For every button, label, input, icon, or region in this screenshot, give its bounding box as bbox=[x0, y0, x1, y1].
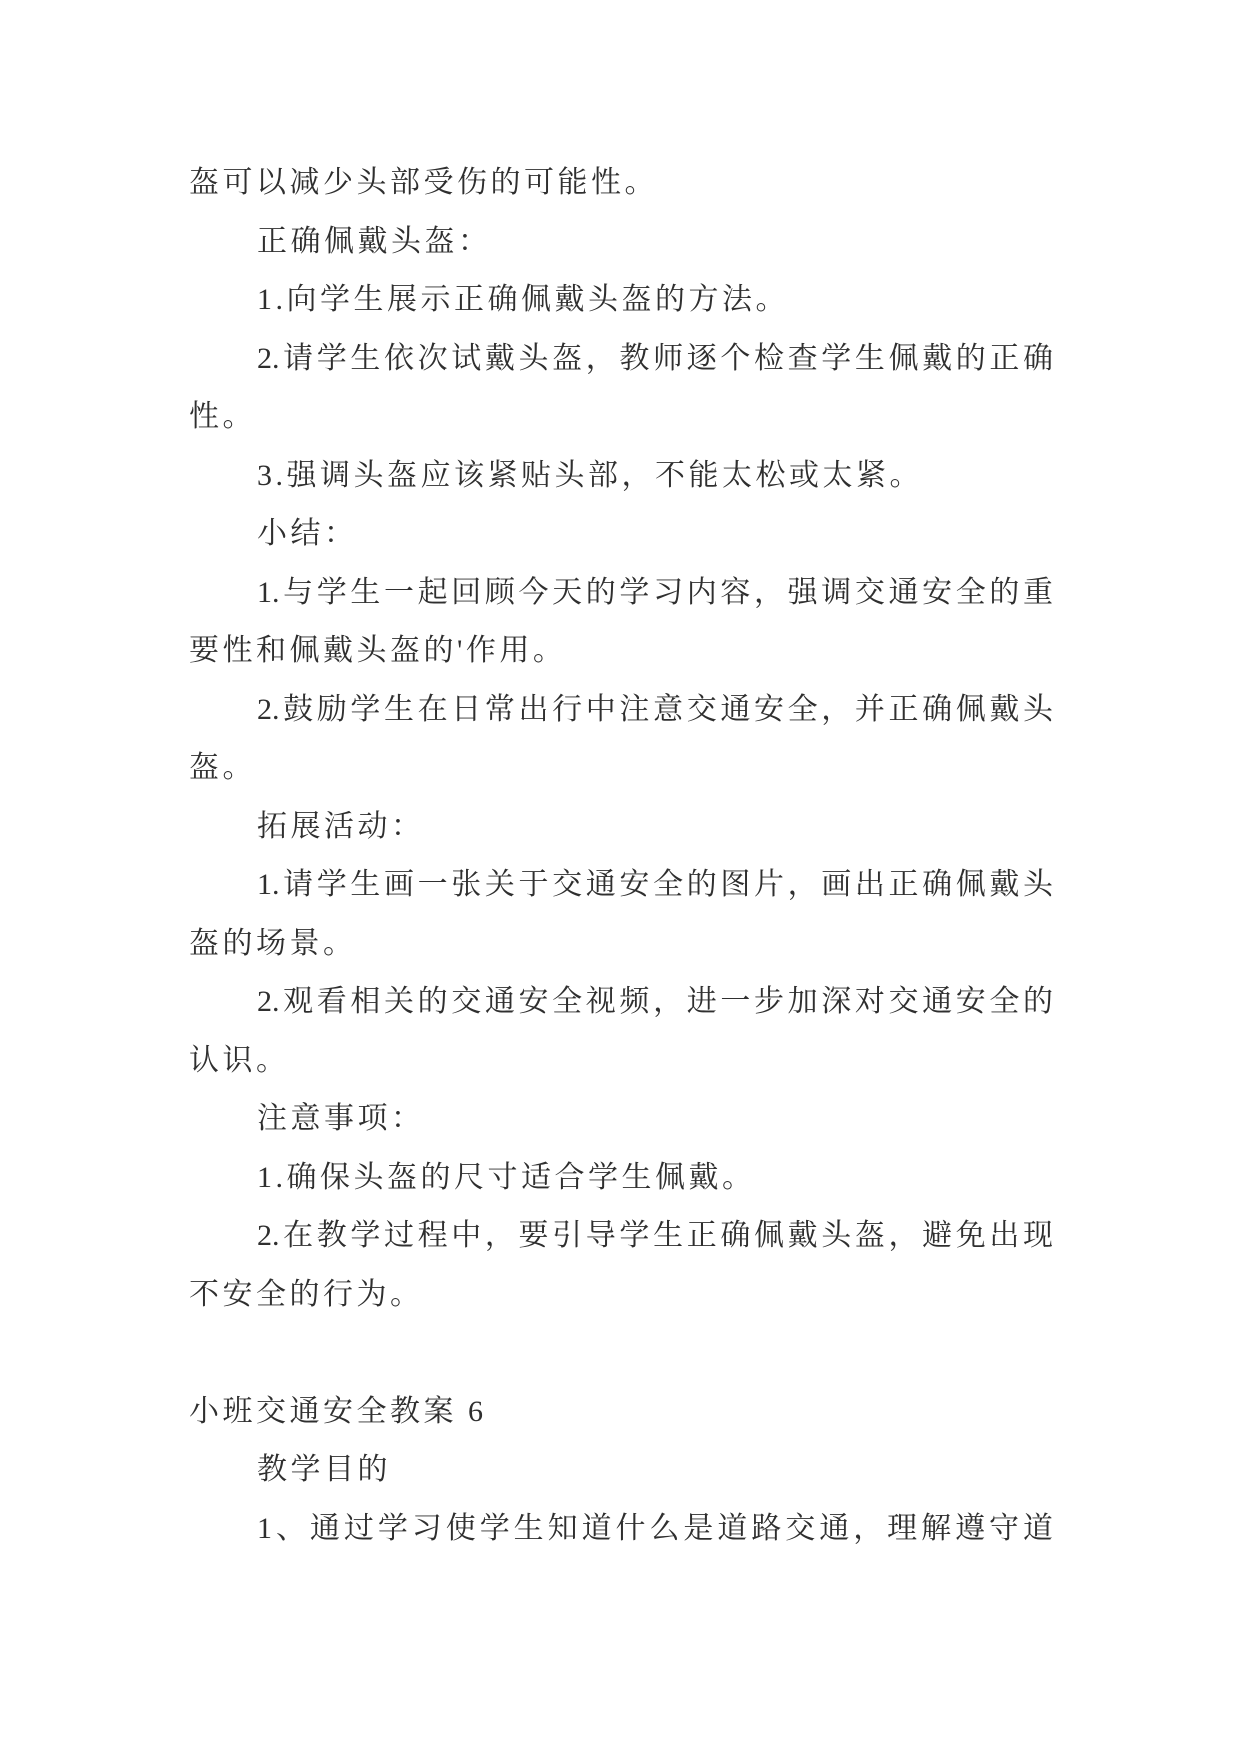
text-line: 2.鼓励学生在日常出行中注意交通安全，并正确佩戴头 bbox=[257, 692, 1053, 726]
text-line: 3.强调头盔应该紧贴头部，不能太松或太紧。 bbox=[257, 458, 923, 492]
text-line: 盔的场景。 bbox=[189, 926, 357, 960]
text-line: 1.确保头盔的尺寸适合学生佩戴。 bbox=[257, 1160, 756, 1194]
text-line: 1.请学生画一张关于交通安全的图片，画出正确佩戴头 bbox=[257, 868, 1053, 901]
blank-line bbox=[189, 1324, 1053, 1383]
text-line: 盔。 bbox=[189, 751, 256, 784]
text-line: 拓展活动： bbox=[257, 809, 425, 843]
text-line: 要性和佩戴头盔的'作用。 bbox=[189, 634, 567, 667]
text-line: 小结： bbox=[257, 517, 358, 550]
text-line: 1、通过学习使学生知道什么是道路交通，理解遵守道 bbox=[257, 1511, 1053, 1545]
text-line: 注意事项： bbox=[257, 1102, 425, 1135]
text-line: 教学目的 bbox=[257, 1453, 391, 1486]
text-line: 盔可以减少头部受伤的可能性。 bbox=[189, 166, 658, 199]
document-body bbox=[189, 154, 1053, 1558]
text-line: 正确佩戴头盔： bbox=[257, 224, 492, 258]
text-line: 不安全的行为。 bbox=[189, 1277, 424, 1311]
text-line: 2.请学生依次试戴头盔，教师逐个检查学生佩戴的正确 bbox=[257, 341, 1053, 375]
text-line: 1.与学生一起回顾今天的学习内容，强调交通安全的重 bbox=[257, 575, 1053, 609]
text-line: 1.向学生展示正确佩戴头盔的方法。 bbox=[257, 283, 789, 316]
text-line: 2.在教学过程中，要引导学生正确佩戴头盔，避免出现 bbox=[257, 1219, 1053, 1252]
text-line: 2.观看相关的交通安全视频，进一步加深对交通安全的 bbox=[257, 985, 1053, 1018]
text-line: 性。 bbox=[189, 400, 256, 433]
text-line: 认识。 bbox=[189, 1043, 290, 1077]
text-line: 小班交通安全教案 6 bbox=[189, 1394, 487, 1428]
